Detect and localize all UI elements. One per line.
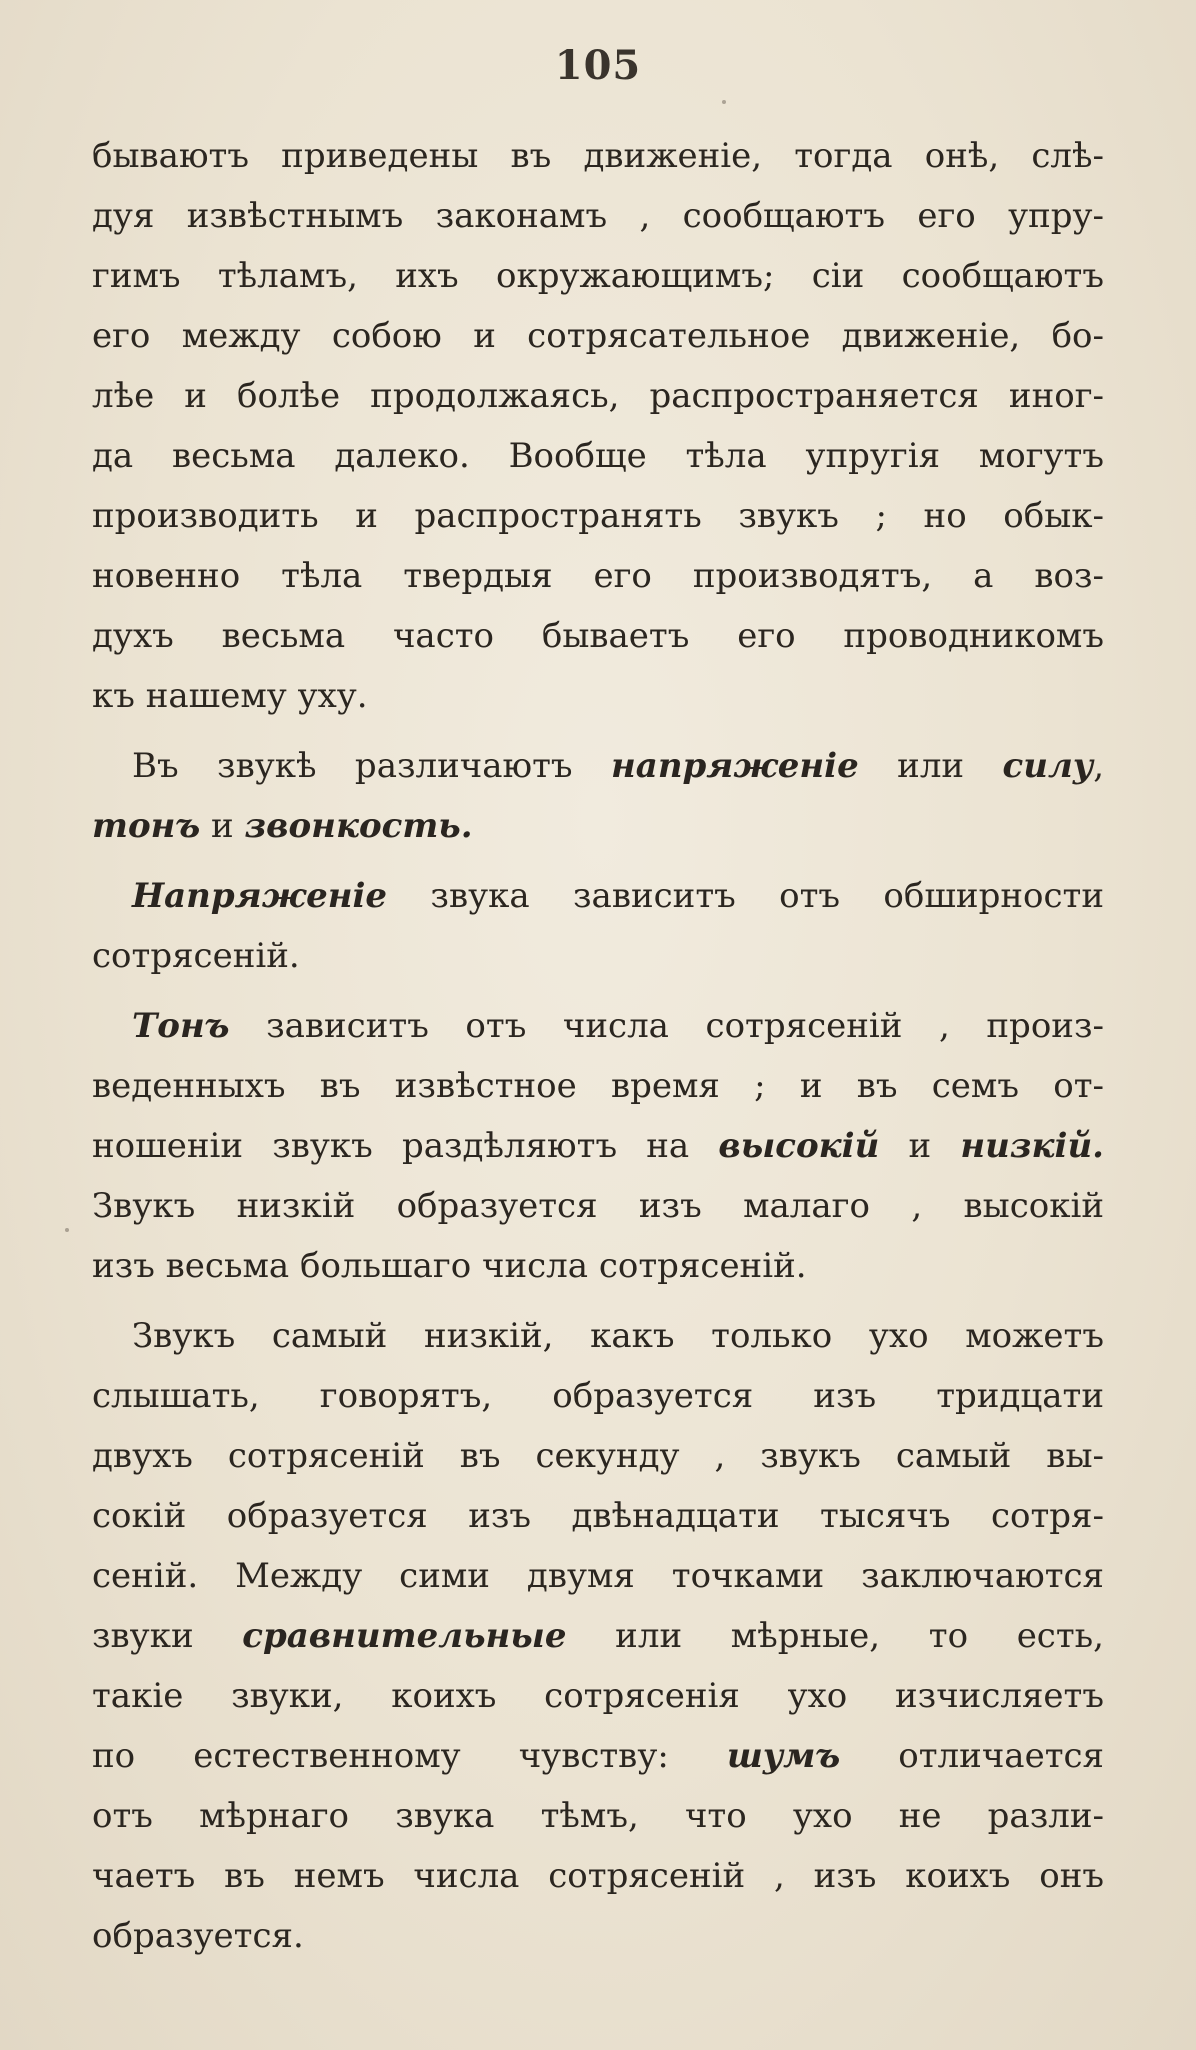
text-line: Звукъ низкiй образуется изъ малаго , высокiй [92,1186,1104,1226]
paper-speck [65,1228,69,1232]
text-line [92,796,1104,856]
text-run: отличается [840,1736,1104,1776]
emphasized-term: сравнительные [242,1616,567,1656]
text-line: такiе звуки, коихъ сотрясенiя ухо изчисляетъ [92,1676,1104,1716]
text-line: дуя извѣстнымъ законамъ , сообщаютъ его упру- [92,196,1104,236]
text-line [92,736,1104,796]
paragraph [92,866,1104,986]
text-run: звука зависитъ отъ обширности [387,876,1104,916]
text-line: его между собою и сотрясательное движенiе, бо- [92,316,1104,356]
text-line: чаетъ въ немъ числа сотрясенiй , изъ коихъ онъ [92,1856,1104,1896]
text-line: отъ мѣрнаго звука тѣмъ, что ухо не разли- [92,1796,1104,1836]
emphasized-term: силу [1002,746,1094,786]
emphasized-term: шумъ [726,1736,841,1776]
paragraph-gap [92,1296,1104,1306]
text-run: или мѣрные, то есть, [566,1616,1104,1656]
text-line: духъ весьма часто бываетъ его проводникомъ [92,616,1104,656]
text-line: сенiй. Между сими двумя точками заключаются [92,1556,1104,1596]
paragraph [92,736,1104,856]
text-line: Звукъ самый низкiй, какъ только ухо можетъ [132,1316,1104,1356]
text-line [92,866,1104,926]
text-run: зависитъ отъ числа сотрясенiй , произ- [229,1006,1104,1046]
emphasized-term: звонкость. [244,806,473,846]
text-line: новенно тѣла твердыя его производятъ, а воз- [92,556,1104,596]
paragraph [92,996,1104,1296]
paragraph [92,126,1104,726]
emphasized-term: Тонъ [132,1006,230,1046]
text-line: сокiй образуется изъ двѣнадцати тысячъ сотря- [92,1496,1104,1536]
text-line: гимъ тѣламъ, ихъ окружающимъ; сiи сообщаютъ [92,256,1104,296]
text-line [92,996,1104,1056]
paragraph [92,1306,1104,1966]
text-run: Въ звукѣ различаютъ [132,746,611,786]
text-run: или [858,746,1003,786]
emphasized-term: напряженiе [611,746,859,786]
text-run: , [1093,746,1104,786]
emphasized-term: тонъ [92,806,201,846]
text-run: звуки [92,1616,243,1656]
text-run: и [200,806,245,846]
text-line: изъ весьма большаго числа сотрясенiй. [92,1246,807,1286]
text-line: лѣе и болѣе продолжаясь, распространяется иног- [92,376,1104,416]
text-line: двухъ сотрясенiй въ секунду , звукъ самый вы- [92,1436,1104,1476]
text-line: образуется. [92,1916,304,1956]
text-line [92,1606,1104,1666]
page-number: 105 [554,42,642,89]
emphasized-term: Напряженiе [132,876,388,916]
emphasized-term: низкiй. [960,1126,1105,1166]
paragraph-gap [92,856,1104,866]
paper-speck [722,100,726,104]
text-run: по естественному чувству: [92,1736,727,1776]
text-line [92,1726,1104,1786]
text-line: веденныхъ въ извѣстное время ; и въ семъ от- [92,1066,1104,1106]
body-text [92,126,1104,1966]
text-line [92,1116,1104,1176]
text-line: производить и распространять звукъ ; но обык- [92,496,1104,536]
paragraph-gap [92,726,1104,736]
text-line: да весьма далеко. Вообще тѣла упругiя могутъ [92,436,1104,476]
text-run: ношенiи звукъ раздѣляютъ на [92,1126,719,1166]
text-run: и [879,1126,961,1166]
text-line: бываютъ приведены въ движенiе, тогда онѣ, слѣ- [92,136,1104,176]
text-line: слышать, говорятъ, образуется изъ тридцати [92,1376,1104,1416]
emphasized-term: высокiй [718,1126,880,1166]
text-line: сотрясенiй. [92,936,300,976]
text-line: къ нашему уху. [92,676,368,716]
paragraph-gap [92,986,1104,996]
